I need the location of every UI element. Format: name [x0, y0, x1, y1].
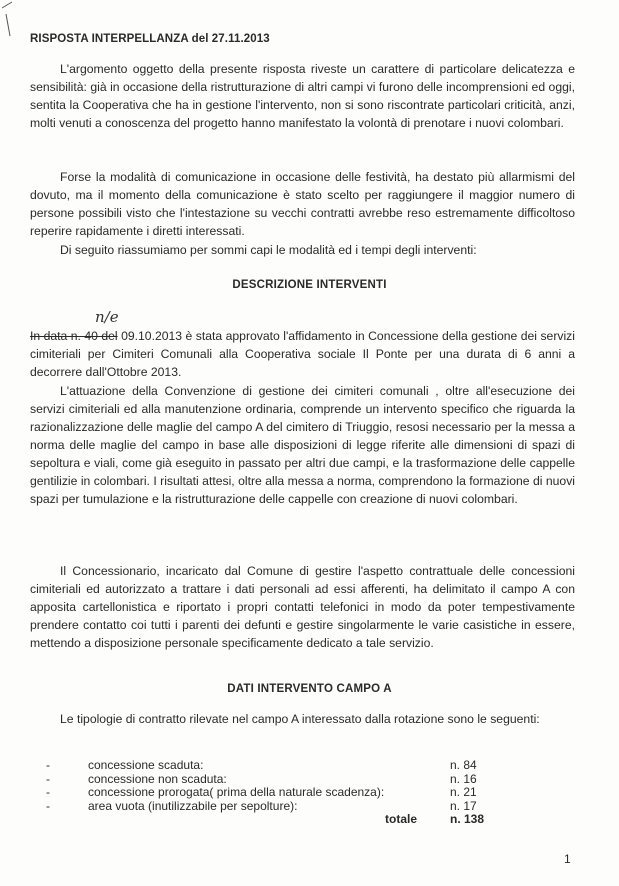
section1-paragraph-1-text: 09.10.2013 è stata approvato l'affidamento in Concessione della gestione dei servizi cimiteriali per Cimiteri Comunali alla Cooperativa sociale Il Ponte per una durata di 6 anni a decorrere dall'Ottobre 2013.	[30, 329, 575, 379]
list-item	[30, 799, 570, 813]
struck-text: In data n. 40 del	[30, 329, 118, 343]
list-item	[30, 758, 570, 772]
list-dash: -	[46, 771, 50, 786]
section1-paragraph-1	[30, 327, 575, 381]
section-heading-descrizione: DESCRIZIONE INTERVENTI	[232, 279, 387, 291]
contract-type-list	[30, 758, 570, 826]
total-value: n. 138	[450, 812, 485, 826]
section1-paragraph-3: Il Concessionario, incaricato dal Comune di gestire l'aspetto contrattuale delle concessioni cimiteriali ed autorizzato a trattare i dati personali ad essi afferenti, ha delimitato il campo A con apposita cartellonistica e riportato i propri contatti telefonici in modo da poter tempestivamente prendere contatto coi tutti i parenti dei defunti e gestire singolarmente le varie casistiche in essere, mettendo a disposizione personale specificamente dedicato a tale servizio.	[30, 564, 575, 650]
intro-paragraph-3: Di seguito riassumiamo per sommi capi le modalità ed i tempi degli interventi:	[60, 243, 477, 257]
page-number: 1	[564, 852, 571, 866]
list-item	[30, 785, 570, 799]
list-item-value: n. 17	[450, 798, 477, 813]
list-dash: -	[46, 798, 50, 813]
list-item-value: n. 84	[450, 758, 477, 772]
list-dash: -	[46, 785, 50, 799]
list-dash: -	[46, 758, 50, 772]
list-item-label: concessione non scaduta:	[88, 771, 227, 786]
intro-paragraph-2: Forse la modalità di comunicazione in occasione delle festività, ha destato più allarmismi del dovuto, ma il momento della comunicazione è stato scelto per raggiungere il maggior numero di persone possibili visto che l'intestazione su vecchi contratti avrebbe reso estremamente difficoltoso reperire rapidamente i diretti interessati.	[30, 170, 575, 238]
list-item-label: area vuota (inutilizzabile per sepolture):	[88, 798, 298, 813]
section2-intro: Le tipologie di contratto rilevate nel campo A interessato dalla rotazione sono le seguenti:	[60, 712, 540, 726]
list-item	[30, 772, 570, 786]
list-item-value: n. 16	[450, 771, 477, 786]
total-label: totale	[385, 812, 418, 826]
document-title: RISPOSTA INTERPELLANZA del 27.11.2013	[30, 33, 270, 45]
handwritten-note: n/e	[95, 308, 119, 326]
pen-mark-icon	[0, 0, 30, 40]
section-heading-dati: DATI INTERVENTO CAMPO A	[227, 683, 392, 695]
list-item-label: concessione scaduta:	[88, 758, 204, 772]
list-item-label: concessione prorogata( prima della naturale scadenza):	[88, 785, 385, 799]
section1-paragraph-2: L'attuazione della Convenzione di gestione dei cimiteri comunali , oltre all'esecuzione dei servizi cimiteriali ed alla manutenzione ordinaria, comprende un intervento specifico che riguarda la razionalizzazione delle maglie del campo A del cimitero di Triuggio, resosi necessario per la messa a norma delle maglie del campo in base alle disposizioni di legge riferite alle dimensioni di spazi di sepoltura e viali, come già eseguito in passato per altri due campi, e la trasformazione delle cappelle gentilizie in colombari. I risultati attesi, oltre alla messa a norma, comprendono la formazione di nuovi spazi per tumulazione e la ristrutturazione delle cappelle con creazione di nuovi colombari.	[30, 384, 575, 506]
list-item-value: n. 21	[450, 785, 477, 799]
total-row	[30, 812, 570, 826]
intro-paragraph-1: L'argomento oggetto della presente risposta riveste un carattere di particolare delicatezza e sensibilità: già in occasione della ristrutturazione di altri campi vi furono delle incomprensioni ed oggi, sentita la Cooperativa che ha in gestione l'intervento, non si sono riscontrate particolari criticità, anzi, molti venuti a conoscenza del progetto hanno manifestato la volontà di prenotare i nuovi colombari.	[30, 62, 575, 130]
